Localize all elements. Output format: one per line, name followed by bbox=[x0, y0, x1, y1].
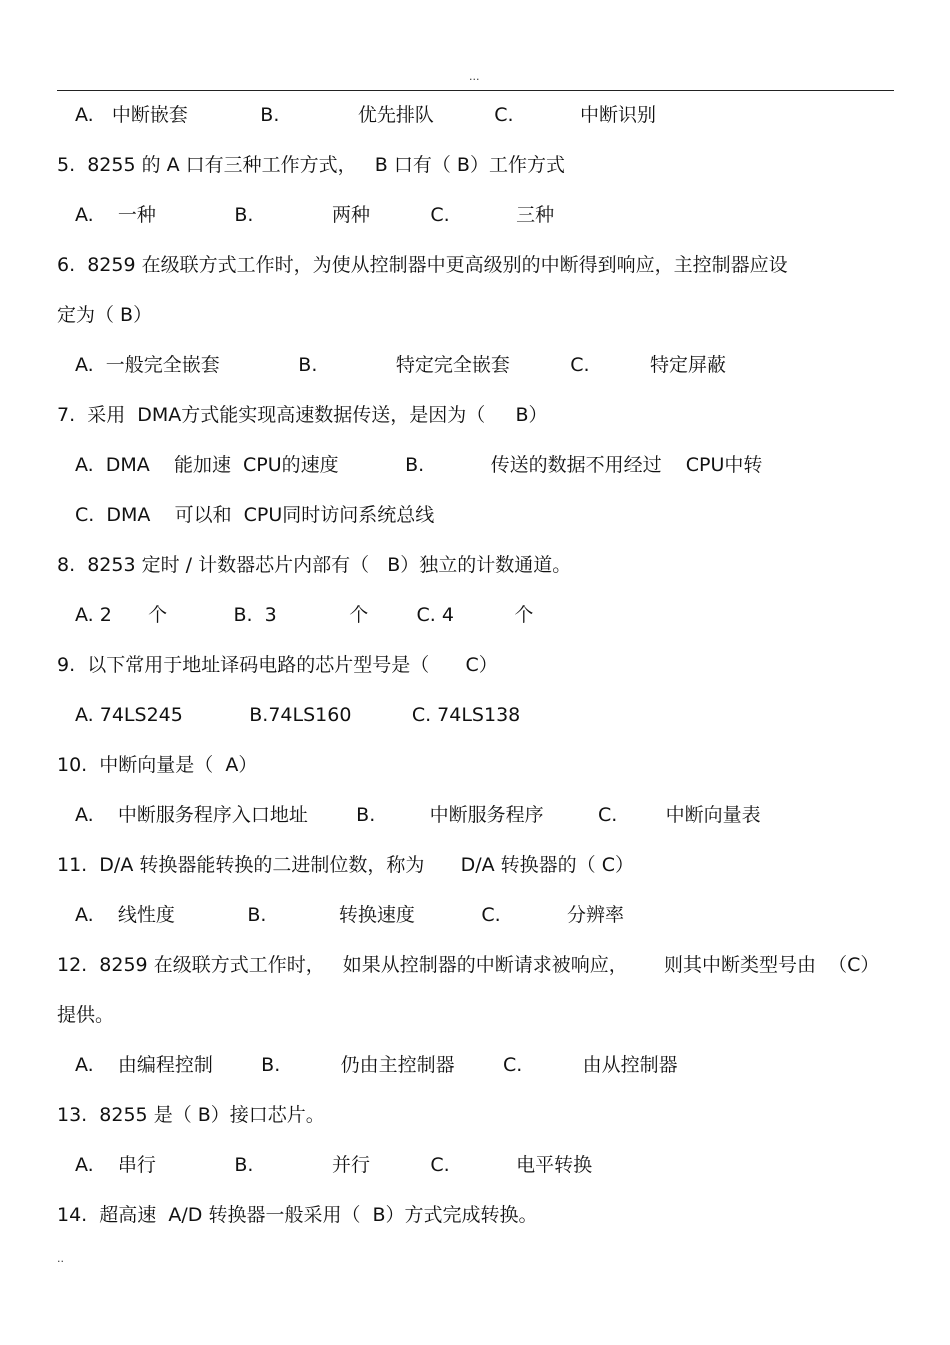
question-line: 定为（ B） bbox=[57, 304, 153, 326]
option-line: A. 线性度 B. 转换速度 C. 分辨率 bbox=[75, 904, 625, 926]
question-line: 11. D/A 转换器能转换的二进制位数，称为 D/A 转换器的（ C） bbox=[57, 854, 634, 876]
question-line: 14. 超高速 A/D 转换器一般采用（ B）方式完成转换。 bbox=[57, 1204, 538, 1226]
header-rule bbox=[57, 90, 894, 91]
option-line: A. 中断嵌套 B. 优先排队 C. 中断识别 bbox=[75, 104, 657, 126]
option-line: A. 2 个 B. 3 个 C. 4 个 bbox=[75, 604, 534, 626]
question-line: 7. 采用 DMA方式能实现高速数据传送，是因为（ B） bbox=[57, 404, 548, 426]
option-line: A. 一般完全嵌套 B. 特定完全嵌套 C. 特定屏蔽 bbox=[75, 354, 726, 376]
question-line: 12. 8259 在级联方式工作时， 如果从控制器的中断请求被响应， 则其中断类型号由 （C） bbox=[57, 954, 880, 976]
option-line: A. 由编程控制 B. 仍由主控制器 C. 由从控制器 bbox=[75, 1054, 678, 1076]
question-line: 5. 8255 的 A 口有三种工作方式， B 口有（ B）工作方式 bbox=[57, 154, 565, 176]
option-line: A. DMA 能加速 CPU的速度 B. 传送的数据不用经过 CPU中转 bbox=[75, 454, 763, 476]
option-line: A. 串行 B. 并行 C. 电平转换 bbox=[75, 1154, 593, 1176]
option-line: C. DMA 可以和 CPU同时访问系统总线 bbox=[75, 504, 435, 526]
option-line: A. 一种 B. 两种 C. 三种 bbox=[75, 204, 555, 226]
option-line: A. 中断服务程序入口地址 B. 中断服务程序 C. 中断向量表 bbox=[75, 804, 761, 826]
question-line: 10. 中断向量是（ A） bbox=[57, 754, 258, 776]
question-line: 提供。 bbox=[57, 1004, 115, 1026]
question-line: 13. 8255 是（ B）接口芯片。 bbox=[57, 1104, 325, 1126]
page-header-mark: ... bbox=[469, 70, 480, 83]
option-line: A. 74LS245 B.74LS160 C. 74LS138 bbox=[75, 704, 521, 726]
page-footer-mark: .. bbox=[57, 1252, 64, 1265]
question-line: 8. 8253 定时 / 计数器芯片内部有（ B）独立的计数通道。 bbox=[57, 554, 572, 576]
question-line: 9. 以下常用于地址译码电路的芯片型号是（ C） bbox=[57, 654, 498, 676]
question-line: 6. 8259 在级联方式工作时，为使从控制器中更高级别的中断得到响应，主控制器应设 bbox=[57, 254, 788, 276]
